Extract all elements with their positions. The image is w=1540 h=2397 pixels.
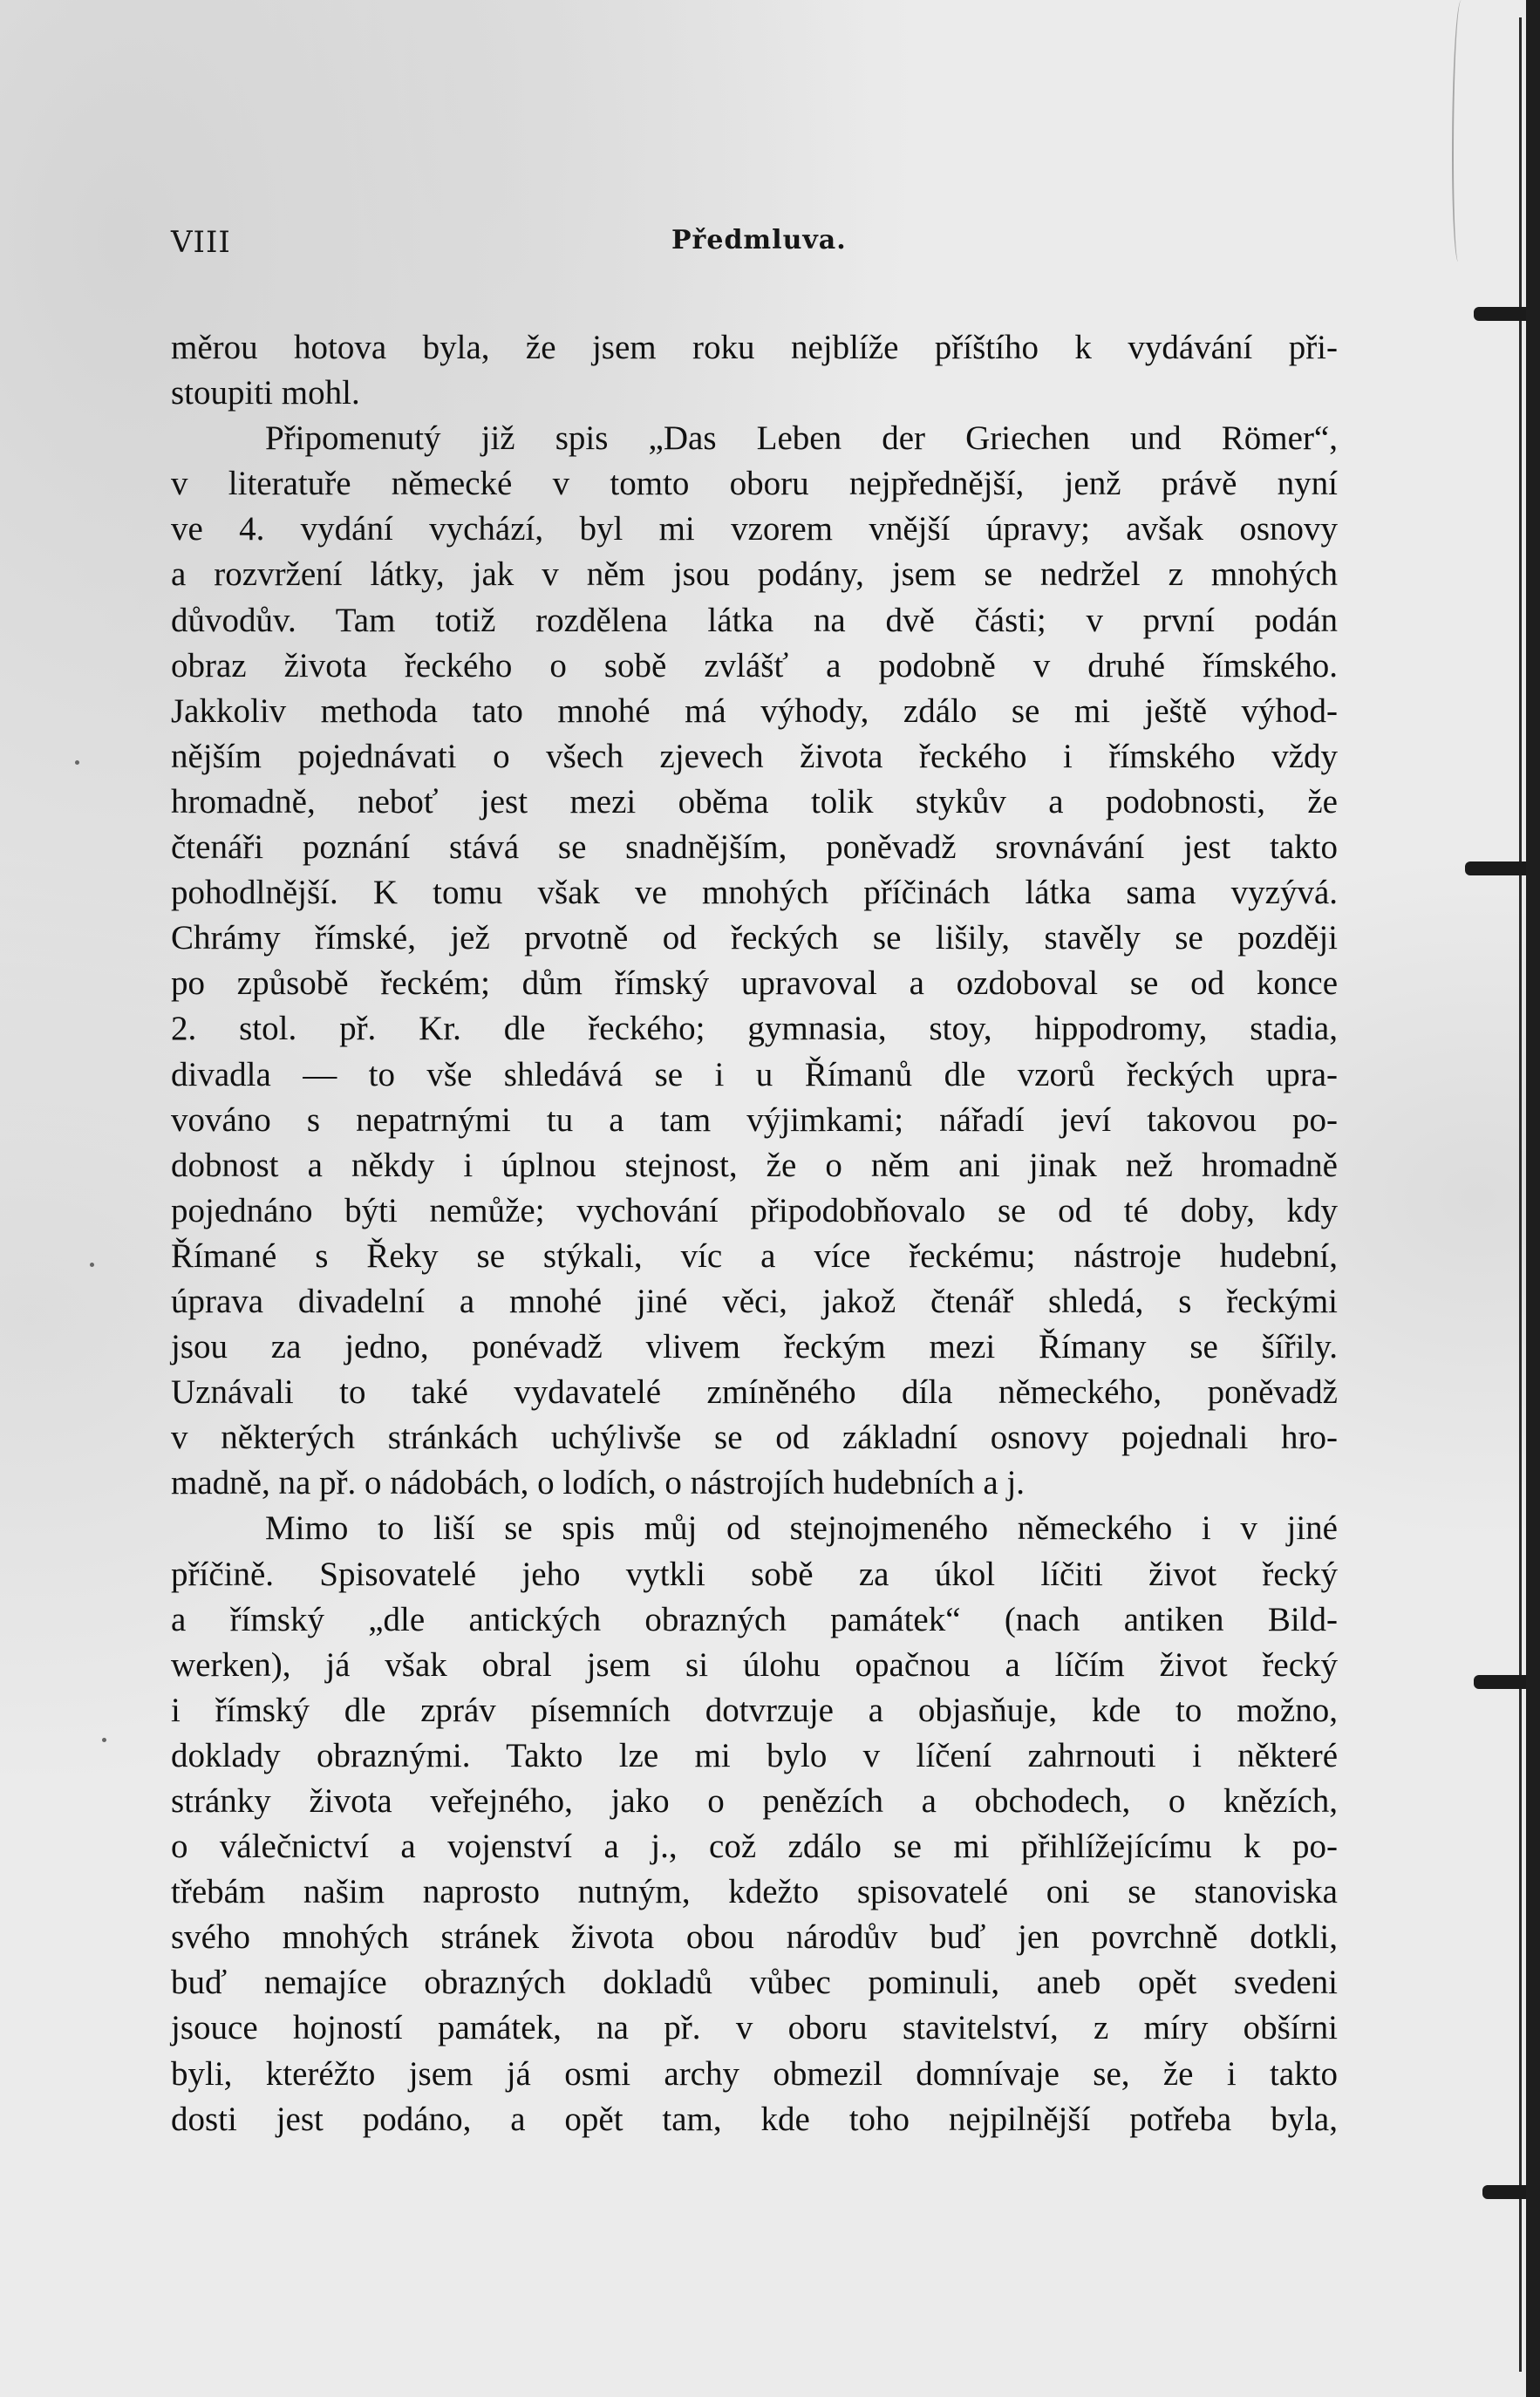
text-line: a rozvržení látky, jak v něm jsou podány, jsem se nedržel z mnohých [171,555,1338,594]
text-line: Římané s Řeky se stýkali, víc a více řeckému; nástroje hudební, [171,1236,1338,1275]
text-line: stoupiti mohl. [171,374,360,412]
text-line: jsou za jedno, ponévadž vlivem řeckým mezi Římany se šířily. [171,1328,1338,1366]
text-line: hromadně, neboť jest mezi oběma tolik stykův a podobnosti, že [171,782,1338,821]
text-line: buď nemajíce obrazných dokladů vůbec pominuli, aneb opět svedeni [171,1964,1338,2002]
paragraph [171,325,1338,416]
text-line: důvodův. Tam totiž rozdělena látka na dvě části; v první podán [171,601,1338,639]
text-line: Uznávali to také vydavatelé zmíněného díla německého, poněvadž [171,1373,1338,1412]
text-line: dosti jest podáno, a opět tam, kde toho nejpilnější potřeba byla, [171,2100,1338,2138]
text-line: Mimo to liší se spis můj od stejnojmeného německého i v jiné [265,1509,1338,1548]
text-line: byli, kteréžto jsem já osmi archy obmezil domnívaje se, že i takto [171,2054,1338,2093]
page-curl-shadow [1452,0,1468,262]
text-line: werken), já však obral jsem si úlohu opačnou a líčím život řecký [171,1645,1338,1684]
text-line: a římský „dle antických obrazných památek“ (nach antiken Bild- [171,1600,1338,1638]
text-line: divadla — to vše shledává se i u Římanů dle vzorů řeckých upra- [171,1055,1338,1093]
text-line: úprava divadelní a mnohé jiné věci, jakož čtenář shledá, s řeckými [171,1282,1338,1320]
text-line: Jakkoliv methoda tato mnohé má výhody, zdálo se mi ještě výhod- [171,691,1338,730]
running-header [171,225,1338,274]
text-line: příčině. Spisovatelé jeho vytkli sobě za úkol líčiti život řecký [171,1555,1338,1593]
scan-edge [1526,0,1540,2397]
paragraph [171,416,1338,1506]
text-line: čtenáři poznání stává se snadnějším, poněvadž srovnávání jest takto [171,828,1338,867]
page-number: VIII [171,225,231,260]
text-line: jsouce hojností památek, na př. v oboru stavitelství, z míry obšírni [171,2009,1338,2047]
text-line: po způsobě řeckém; dům římský upravoval a ozdoboval se od konce [171,964,1338,1003]
body-text [171,325,1338,2142]
text-line: v některých stránkách uchýlivše se od základní osnovy pojednali hro- [171,1419,1338,1457]
paragraph [171,1506,1338,2142]
text-line: stránky života veřejného, jako o penězích a obchodech, o knězích, [171,1782,1338,1820]
text-line: třebám našim naprosto nutným, kdežto spisovatelé oni se stanoviska [171,1873,1338,1911]
paper-speck [102,1738,106,1742]
text-line: v literatuře německé v tomto oboru nejpřednější, jenž právě nyní [171,465,1338,503]
text-line: 2. stol. př. Kr. dle řeckého; gymnasia, stoy, hippodromy, stadia, [171,1010,1338,1048]
text-line: doklady obraznými. Takto lze mi bylo v líčení zahrnouti i některé [171,1736,1338,1774]
paper-speck [75,760,79,765]
text-line: měrou hotova byla, že jsem roku nejblíže příštího k vydávání při- [171,329,1338,366]
running-title: Předmluva. [671,225,847,255]
text-line: pohodlnější. K tomu však ve mnohých příčinách látka sama vyzývá. [171,874,1338,912]
text-line: vováno s nepatrnými tu a tam výjimkami; nářadí jeví takovou po- [171,1100,1338,1139]
text-line: Chrámy římské, jež prvotně od řeckých se lišily, stavěly se později [171,919,1338,957]
text-line: i římský dle zpráv písemních dotvrzuje a objasňuje, kde to možno, [171,1691,1338,1729]
text-line: dobnost a někdy i úplnou stejnost, že o něm ani jinak než hromadně [171,1146,1338,1184]
text-line: madně, na př. o nádobách, o lodích, o nástrojích hudebních a j. [171,1464,1026,1502]
text-line: ve 4. vydání vychází, byl mi vzorem vnější úpravy; avšak osnovy [171,510,1338,548]
binding-edge-line [1519,17,1522,2372]
text-line: pojednáno býti nemůže; vychování připodobňovalo se od té doby, kdy [171,1191,1338,1229]
scan-clip-mark [1482,2185,1526,2199]
scan-clip-mark [1474,307,1526,321]
scan-clip-mark [1465,861,1526,875]
paper-speck [90,1263,94,1267]
text-line: svého mnohých stránek života obou národův buď jen povrchně dotkli, [171,1918,1338,1957]
text-line: o válečnictví a vojenství a j., což zdálo se mi přihlížejícímu k po- [171,1828,1338,1866]
text-line: obraz života řeckého o sobě zvlášť a podobně v druhé římského. [171,646,1338,684]
text-line: Připomenutý již spis „Das Leben der Griechen und Römer“, [265,419,1338,458]
scan-clip-mark [1474,1675,1526,1689]
text-line: nějším pojednávati o všech zjevech života řeckého i římského vždy [171,737,1338,775]
